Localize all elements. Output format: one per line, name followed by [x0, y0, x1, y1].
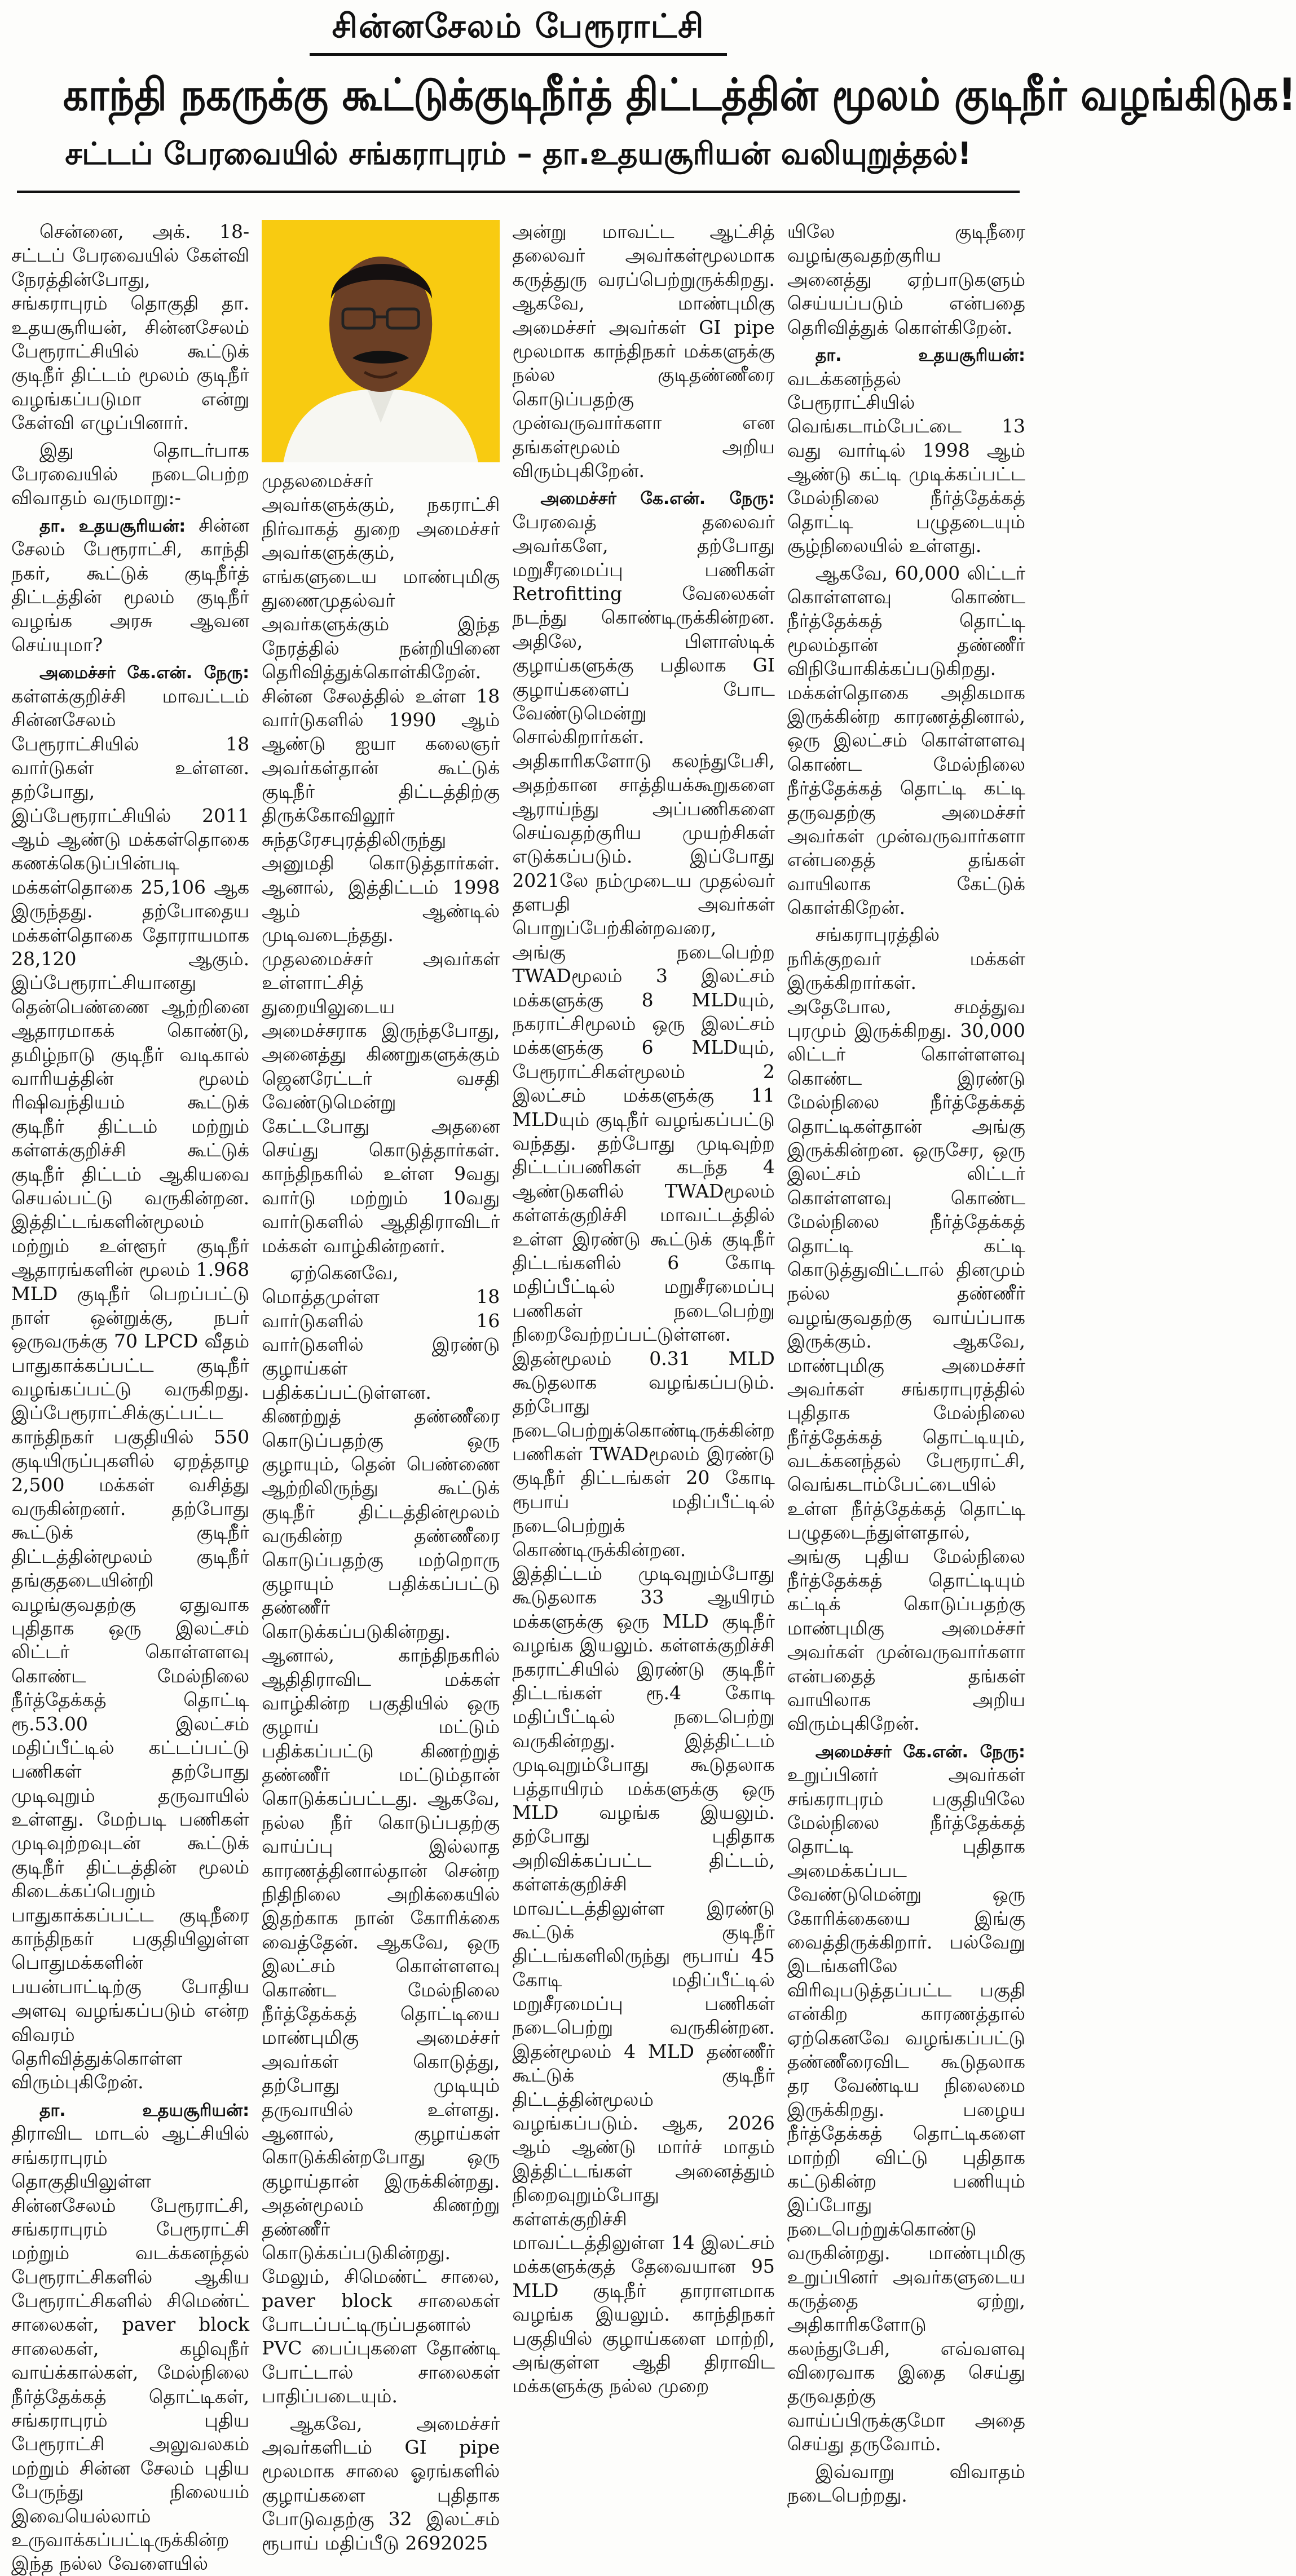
paragraph: [787, 1739, 1025, 2456]
paragraph: சென்னை, அக். 18- சட்டப் பேரவையில் கேள்வி நேரத்தின்போது, சங்கராபுரம் தொகுதி தா. உதயசூரியன், சின்னசேலம் பேரூராட்சியில் கூட்டுக் குடிநீர் திட்டம் மூலம் குடிநீர் வழங்கப்படுமா என்று கேள்வி எழுப்பினார்.: [11, 220, 250, 434]
paragraph: ஏற்கெனவே, மொத்தமுள்ள 18 வார்டுகளில் 16 வார்டுகளில் இரண்டு குழாய்கள் பதிக்கப்பட்டுள்ளன. கிணற்றுத் தண்ணீரை கொடுப்பதற்கு ஒரு குழாயும், தென் பெண்ணை ஆற்றிலிருந்து கூட்டுக் குடிநீர் திட்டத்தின்மூலம் வருகின்ற தண்ணீரை கொடுப்பதற்கு மற்றொரு குழாயும் பதிக்கப்பட்டு தண்ணீர் கொடுக்கப்படுகின்றது. ஆனால், காந்திநகரில் ஆதிதிராவிட மக்கள் வாழ்கின்ற பகுதியில் ஒரு குழாய் மட்டும் பதிக்கப்பட்டு கிணற்றுத் தண்ணீர் மட்டும்தான் கொடுக்கப்பட்டது. ஆகவே, நல்ல நீர் கொடுப்பதற்கு வாய்ப்பு இல்லாத காரணத்தினால்தான் சென்ற நிதிநிலை அறிக்கையில் இதற்காக நான் கோரிக்கை வைத்தேன். ஆகவே, ஒரு இலட்சம் கொள்ளளவு கொண்ட மேல்நிலை நீர்த்தேக்கத் தொட்டியை மாண்புமிகு அமைச்சர் அவர்கள் கொடுத்து, தற்போது முடியும் தருவாயில் உள்ளது. ஆனால், குழாய்கள் கொடுக்கின்றபோது ஒரு குழாய்தான் இருக்கின்றது. அதன்மூலம் கிணற்று தண்ணீர் கொடுக்கப்படுகின்றது. மேலும், சிமெண்ட் சாலை, paver block சாலைகள் போடப்பட்டிருப்பதனால் PVC பைப்புகளை தோண்டி போட்டால் சாலைகள் பாதிப்படையும்.: [262, 1261, 500, 2407]
paragraph-text: பேரவைத் தலைவர் அவர்களே, தற்போது மறுசீரமைப்பு பணிகள் Retrofitting வேலைகள் நடந்து கொண்டிருக்கின்றன. அதிலே, பிளாஸ்டிக் குழாய்களுக்கு பதிலாக GI குழாய்களைப் போட வேண்டுமென்று சொல்கிறார்கள். அதிகாரிகளோடு கலந்துபேசி, அதற்கான சாத்தியக்கூறுகளை ஆராய்ந்து அப்பணிகளை செய்வதற்குரிய முயற்சிகள் எடுக்கப்படும். இப்போது 2021லே நம்முடைய முதல்வர் தளபதி அவர்கள் பொறுப்பேற்கின்றவரை, அங்கு நடைபெற்ற TWADமூலம் 3 இலட்சம் மக்களுக்கு 8 MLDயும், நகராட்சிமூலம் ஒரு இலட்சம் மக்களுக்கு 6 MLDயும், பேரூராட்சிகள்மூலம் 2 இலட்சம் மக்களுக்கு 11 MLDயும் குடிநீர் வழங்கப்பட்டு வந்தது. தற்போது முடிவுற்ற திட்டப்பணிகள் கடந்த 4 ஆண்டுகளில் TWADமூலம் கள்ளக்குறிச்சி மாவட்டத்தில் உள்ள இரண்டு கூட்டுக் குடிநீர் திட்டங்களில் 6 கோடி மதிப்பீட்டில் மறுசீரமைப்பு பணிகள் நடைபெற்று நிறைவேற்றப்பட்டுள்ளன. இதன்மூலம் 0.31 MLD கூடுதலாக வழங்கப்படும். தற்போது நடைபெற்றுக்கொண்டிருக்கின்ற பணிகள் TWADமூலம் இரண்டு குடிநீர் திட்டங்கள் 20 கோடி ரூபாய் மதிப்பீட்டில் நடைபெற்றுக் கொண்டிருக்கின்றன. இத்திட்டம் முடிவுறும்போது கூடுதலாக 33 ஆயிரம் மக்களுக்கு ஒரு MLD குடிநீர் வழங்க இயலும். கள்ளக்குறிச்சி நகராட்சியில் இரண்டு குடிநீர் திட்டங்கள் ரூ.4 கோடி மதிப்பீட்டில் நடைபெற்று வருகின்றது. இத்திட்டம் முடிவுறும்போது கூடுதலாக பத்தாயிரம் மக்களுக்கு ஒரு MLD வழங்க இயலும். தற்போது புதிதாக அறிவிக்கப்பட்ட திட்டம், கள்ளக்குறிச்சி மாவட்டத்திலுள்ள இரண்டு கூட்டுக் குடிநீர் திட்டங்களிலிருந்து ரூபாய் 45 கோடி மதிப்பீட்டில் மறுசீரமைப்பு பணிகள் நடைபெற்று வருகின்றன. இதன்மூலம் 4 MLD தண்ணீர் கூட்டுக் குடிநீர் திட்டத்தின்மூலம் வழங்கப்படும். ஆக, 2026 ஆம் ஆண்டு மார்ச் மாதம் இத்திட்டங்கள் அனைத்தும் நிறைவுறும்போது கள்ளக்குறிச்சி மாவட்டத்திலுள்ள 14 இலட்சம் மக்களுக்குத் தேவையான 95 MLD குடிநீர் தாராளமாக வழங்க இயலும். காந்திநகர் பகுதியில் குழாய்களை மாற்றி, அங்குள்ள ஆதி திராவிட மக்களுக்கு நல்ல முறை: [512, 510, 775, 2397]
paragraph: [11, 2098, 249, 2576]
column-4: [787, 220, 1026, 2507]
column-1: [11, 220, 250, 2575]
paragraph: [11, 514, 249, 657]
subheadline: சட்டப் பேரவையில் சங்கராபுரம் – தா.உதயசூரியன் வலியுறுத்தல்!: [65, 136, 972, 171]
kicker: சின்னசேலம் பேரூராட்சி: [310, 7, 728, 56]
speaker-label: அமைச்சர் கே.என். நேரு:: [540, 489, 775, 509]
headline: காந்தி நகருக்கு கூட்டுக்குடிநீர்த் திட்டத்தின் மூலம் குடிநீர் வழங்கிடுக!: [63, 70, 1296, 121]
kicker-wrap: [0, 0, 1037, 56]
paragraph: அன்று மாவட்ட ஆட்சித் தலைவர் அவர்கள்மூலமாக கருத்துரு வரப்பெற்றுருக்கிறது. ஆகவே, மாண்புமிகு அமைச்சர் அவர்கள் GI pipe மூலமாக காந்திநகர் மக்களுக்கு நல்ல குடிதண்ணீரை கொடுப்பதற்கு முன்வருவார்களா என தங்கள்மூலம் அறிய விரும்புகிறேன்.: [512, 220, 775, 481]
paragraph: யிலே குடிநீரை வழங்குவதற்குரிய அனைத்து ஏற்பாடுகளும் செய்யப்படும் என்பதை தெரிவித்துக் கொள்கிறேன்.: [787, 220, 1026, 338]
paragraph: இது தொடர்பாக பேரவையில் நடைபெற்ற விவாதம் வருமாறு:-: [11, 439, 250, 509]
paragraph: இவ்வாறு விவாதம் நடைபெற்றது.: [787, 2460, 1026, 2507]
paragraph-text: கள்ளக்குறிச்சி மாவட்டம் சின்னசேலம் பேரூராட்சியில் 18 வார்டுகள் உள்ளன. தற்போது, இப்பேரூராட்சியில் 2011 ஆம் ஆண்டு மக்கள்தொகை கணக்கெடுப்பின்படி மக்கள்தொகை 25,106 ஆக இருந்தது. தற்போதைய மக்கள்தொகை தோராயமாக 28,120 ஆகும். இப்பேரூராட்சியானது தென்பெண்ணை ஆற்றினை ஆதாரமாகக் கொண்டு, தமிழ்நாடு குடிநீர் வடிகால் வாரியத்தின் மூலம் ரிஷிவந்தியம் கூட்டுக் குடிநீர் திட்டம் மற்றும் கள்ளக்குறிச்சி கூட்டுக் குடிநீர் திட்டம் ஆகியவை செயல்பட்டு வருகின்றன. இத்திட்டங்களின்மூலம் மற்றும் உள்ளூர் குடிநீர் ஆதாரங்களின் மூலம் 1.968 MLD குடிநீர் பெறப்பட்டு நாள் ஒன்றுக்கு, நபர் ஒருவருக்கு 70 LPCD வீதம் பாதுகாக்கப்பட்ட குடிநீர் வழங்கப்பட்டு வருகிறது. இப்பேரூராட்சிக்குட்பட்ட காந்திநகர் பகுதியில் 550 குடியிருப்புகளில் ஏறத்தாழ 2,500 மக்கள் வசித்து வருகின்றனர். தற்போது கூட்டுக் குடிநீர் திட்டத்தின்மூலம் குடிநீர் தங்குதடையின்றி வழங்குவதற்கு ஏதுவாக புதிதாக ஒரு இலட்சம் லிட்டர் கொள்ளளவு கொண்ட மேல்நிலை நீர்த்தேக்கத் தொட்டி ரூ.53.00 இலட்சம் மதிப்பீட்டில் கட்டப்பட்டு பணிகள் தற்போது முடிவுறும் தருவாயில் உள்ளது. மேற்படி பணிகள் முடிவுற்றவுடன் கூட்டுக் குடிநீர் திட்டத்தின் மூலம் கிடைக்கப்பெறும் பாதுகாக்கப்பட்ட குடிநீரை காந்திநகர் பகுதியிலுள்ள பொதுமக்களின் பயன்பாட்டிற்கு போதிய அளவு வழங்கப்படும் என்ற விவரம் தெரிவித்துக்கொள்ள விரும்புகிறேன்.: [11, 684, 250, 2093]
portrait-photo: [262, 220, 500, 462]
header-rule: [17, 191, 1020, 193]
column-2: [262, 220, 500, 2554]
speaker-label: அமைச்சர் கே.என். நேரு:: [815, 1742, 1026, 1762]
paragraph-text: திராவிட மாடல் ஆட்சியில் சங்கராபுரம் தொகுதியிலுள்ள சின்னசேலம் பேரூராட்சி, சங்கராபுரம் பேரூராட்சி மற்றும் வடக்கனந்தல் பேரூராட்சிகளில் ஆகிய பேரூராட்சிகளில் சிமெண்ட் சாலைகள், paver block சாலைகள், கழிவுநீர் வாய்க்கால்கள், மேல்நிலை நீர்த்தேக்கத் தொட்டிகள், சங்கராபுரம் புதிய பேரூராட்சி அலுவலகம் மற்றும் சின்ன சேலம் புதிய பேருந்து நிலையம் இவையெல்லாம் உருவாக்கப்பட்டிருக்கின்ற இந்த நல்ல வேளையில்: [11, 2122, 250, 2575]
speaker-label: தா. உதயசூரியன்:: [39, 2100, 250, 2120]
paragraph: முதலமைச்சர் அவர்களுக்கும், நகராட்சி நிர்வாகத் துறை அமைச்சர் அவர்களுக்கும், எங்களுடைய மாண்புமிகு துணைமுதல்வர் அவர்களுக்கும் இந்த நேரத்தில் நன்றியினை தெரிவித்துக்கொள்கிறேன். சின்ன சேலத்தில் உள்ள 18 வார்டுகளில் 1990 ஆம் ஆண்டு ஐயா கலைஞர் அவர்கள்தான் கூட்டுக் குடிநீர் திட்டத்திற்கு திருக்கோவிலூர் சுந்தரேசபுரத்திலிருந்து அனுமதி கொடுத்தார்கள். ஆனால், இத்திட்டம் 1998 ஆம் ஆண்டில் முடிவடைந்தது. முதலமைச்சர் அவர்கள் உள்ளாட்சித் துறையிலுடைய அமைச்சராக இருந்தபோது, அனைத்து கிணறுகளுக்கும் ஜெனரேட்டர் வசதி வேண்டுமென்று கேட்டபோது அதனை செய்து கொடுத்தார்கள். காந்திநகரில் உள்ள 9வது வார்டு மற்றும் 10வது வார்டுகளில் ஆதிதிராவிடர் மக்கள் வாழ்கின்றனர்.: [262, 470, 500, 1257]
column-3: [512, 220, 775, 2397]
paragraph-text: உறுப்பினர் அவர்கள் சங்கராபுரம் பகுதியிலே மேல்நிலை நீர்த்தேக்கத் தொட்டி புதிதாக அமைக்கப்பட வேண்டுமென்று ஒரு கோரிக்கையை இங்கு வைத்திருக்கிறார். பல்வேறு இடங்களிலே விரிவுபடுத்தப்பட்ட பகுதி என்கிற காரணத்தால் ஏற்கெனவே வழங்கப்பட்டு தண்ணீரைவிட கூடுதலாக தர வேண்டிய நிலைமை இருக்கிறது. பழைய நீர்த்தேக்கத் தொட்டிகளை மாற்றி விட்டு புதிதாக கட்டுகின்ற பணியும் இப்போது நடைபெற்றுக்கொண்டு வருகின்றது. மாண்புமிகு உறுப்பினர் அவர்களுடைய கருத்தை ஏற்று, அதிகாரிகளோடு கலந்துபேசி, எவ்வளவு விரைவாக இதை செய்து தருவதற்கு வாய்ப்பிருக்குமோ அதை செய்து தருவோம்.: [787, 1764, 1026, 2455]
speaker-label: தா. உதயசூரியன்:: [815, 345, 1026, 365]
paragraph-text: வடக்கனந்தல் பேரூராட்சியில் வெங்கடாம்பேட்டை 13 வது வார்டில் 1998 ஆம் ஆண்டு கட்டி முடிக்கப்பட்ட மேல்நிலை நீர்த்தேக்கத் தொட்டி பழுதடையும் சூழ்நிலையில் உள்ளது.: [787, 367, 1026, 557]
paragraph: ஆகவே, 60,000 லிட்டர் கொள்ளளவு கொண்ட நீர்த்தேக்கத் தொட்டி மூலம்தான் தண்ணீர் விநியோகிக்கப்படுகிறது. மக்கள்தொகை அதிகமாக இருக்கின்ற காரணத்தினால், ஒரு இலட்சம் கொள்ளளவு கொண்ட மேல்நிலை நீர்த்தேக்கத் தொட்டி கட்டி தருவதற்கு அமைச்சர் அவர்கள் முன்வருவார்களா என்பதைத் தங்கள் வாயிலாக கேட்டுக் கொள்கிறேன்.: [787, 562, 1026, 919]
paragraph: சங்கராபுரத்தில் நரிக்குறவர் மக்கள் இருக்கிறார்கள். அதேபோல, சமத்துவ புரமும் இருக்கிறது. 30,000 லிட்டர் கொள்ளளவு கொண்ட இரண்டு மேல்நிலை நீர்த்தேக்கத் தொட்டிகள்தான் அங்கு இருக்கின்றன. ஒருசேர, ஒரு இலட்சம் லிட்டர் கொள்ளளவு கொண்ட மேல்நிலை நீர்த்தேக்கத் தொட்டி கட்டி கொடுத்துவிட்டால் தினமும் நல்ல தண்ணீர் வழங்குவதற்கு வாய்ப்பாக இருக்கும். ஆகவே, மாண்புமிகு அமைச்சர் அவர்கள் சங்கராபுரத்தில் புதிதாக மேல்நிலை நீர்த்தேக்கத் தொட்டியும், வடக்கனந்தல் பேரூராட்சி, வெங்கடாம்பேட்டையில் உள்ள நீர்த்தேக்கத் தொட்டி பழுதடைந்துள்ளதால், அங்கு புதிய மேல்நிலை நீர்த்தேக்கத் தொட்டியும் கட்டிக் கொடுப்பதற்கு மாண்புமிகு அமைச்சர் அவர்கள் முன்வருவார்களா என்பதைத் தங்கள் வாயிலாக அறிய விரும்புகிறேன்.: [787, 924, 1026, 1735]
paragraph-text: சின்ன சேலம் பேரூராட்சி, காந்தி நகர், கூட்டுக் குடிநீர்த் திட்டத்தின் மூலம் குடிநீர் வழங்க அரசு ஆவன செய்யுமா?: [11, 514, 250, 656]
paragraph: [11, 660, 249, 2095]
paragraph: [787, 343, 1025, 558]
speaker-label: அமைச்சர் கே.என். நேரு:: [39, 663, 250, 683]
paragraph: [512, 486, 775, 2398]
article-body: [11, 220, 1026, 2575]
paragraph: ஆகவே, அமைச்சர் அவர்களிடம் GI pipe மூலமாக சாலை ஓரங்களில் குழாய்களை புதிதாக போடுவதற்கு 32 இலட்சம் ரூபாய் மதிப்பீடு 2692025: [262, 2412, 500, 2554]
speaker-label: தா. உதயசூரியன்:: [39, 516, 186, 536]
